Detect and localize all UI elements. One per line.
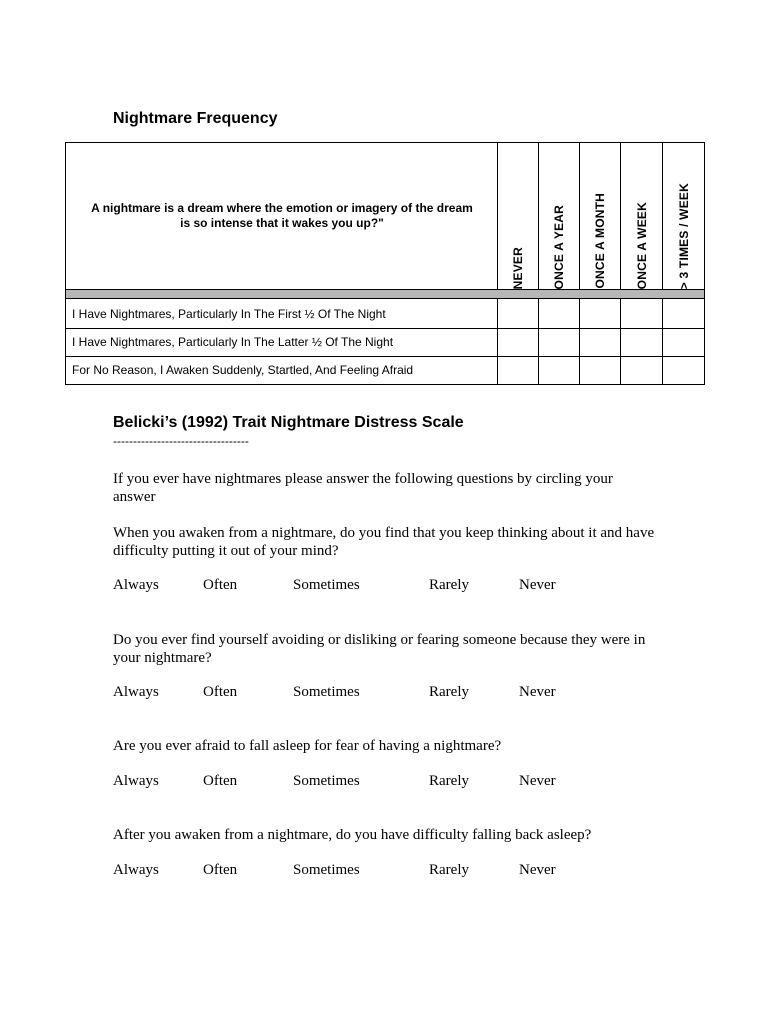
answer-options-3	[0, 773, 768, 793]
column-header-3-times-week: > 3 TIMES / WEEK	[677, 182, 691, 289]
option-never[interactable]: Never	[519, 577, 556, 593]
option-often[interactable]: Often	[203, 773, 238, 789]
frequency-title: Nightmare Frequency	[113, 110, 278, 127]
option-rarely[interactable]: Rarely	[429, 773, 469, 789]
answer-options-1	[0, 577, 768, 597]
table-row-label: For No Reason, I Awaken Suddenly, Startled, And Feeling Afraid	[72, 363, 414, 377]
question-4: After you awaken from a nightmare, do you have difficulty falling back asleep?	[113, 827, 592, 843]
column-header-once-a-week: ONCE A WEEK	[634, 201, 649, 289]
table-row-label: I Have Nightmares, Particularly In The First ½ Of The Night	[72, 307, 386, 321]
option-sometimes[interactable]: Sometimes	[293, 862, 360, 878]
option-sometimes[interactable]: Sometimes	[293, 684, 360, 700]
option-often[interactable]: Often	[203, 684, 238, 700]
answer-options-4	[0, 862, 768, 882]
column-header-once-a-year: ONCE A YEAR	[552, 204, 566, 289]
frequency-table	[65, 142, 705, 385]
option-sometimes[interactable]: Sometimes	[293, 577, 360, 593]
option-often[interactable]: Often	[203, 577, 238, 593]
option-always[interactable]: Always	[113, 773, 159, 789]
answer-options-2	[0, 684, 768, 704]
option-never[interactable]: Never	[519, 684, 556, 700]
option-never[interactable]: Never	[519, 773, 556, 789]
table-row-label: I Have Nightmares, Particularly In The Latter ½ Of The Night	[72, 335, 394, 349]
option-never[interactable]: Never	[519, 862, 556, 878]
question-1: When you awaken from a nightmare, do you find that you keep thinking about it and have difficulty putting it out of your mind?	[113, 525, 655, 559]
question-3: Are you ever afraid to fall asleep for fear of having a nightmare?	[113, 738, 502, 754]
intro-text: If you ever have nightmares please answer the following questions by circling your answer	[113, 471, 613, 505]
distress-title: Belicki’s (1992) Trait Nightmare Distress Scale	[113, 414, 464, 431]
option-often[interactable]: Often	[203, 862, 238, 878]
definition-text: A nightmare is a dream where the emotion or imagery of the dream is so intense that it wakes you up?"	[91, 201, 473, 230]
divider-dashes: ----------------------------------	[113, 434, 249, 448]
question-2: Do you ever find yourself avoiding or disliking or fearing someone because they were in your nightmare?	[113, 632, 646, 666]
option-always[interactable]: Always	[113, 577, 159, 593]
option-rarely[interactable]: Rarely	[429, 577, 469, 593]
option-always[interactable]: Always	[113, 684, 159, 700]
option-rarely[interactable]: Rarely	[429, 862, 469, 878]
header-separator	[66, 289, 704, 299]
column-header-once-a-month: ONCE A MONTH	[593, 193, 607, 289]
option-sometimes[interactable]: Sometimes	[293, 773, 360, 789]
column-header-never: NEVER	[511, 246, 525, 289]
option-rarely[interactable]: Rarely	[429, 684, 469, 700]
option-always[interactable]: Always	[113, 862, 159, 878]
